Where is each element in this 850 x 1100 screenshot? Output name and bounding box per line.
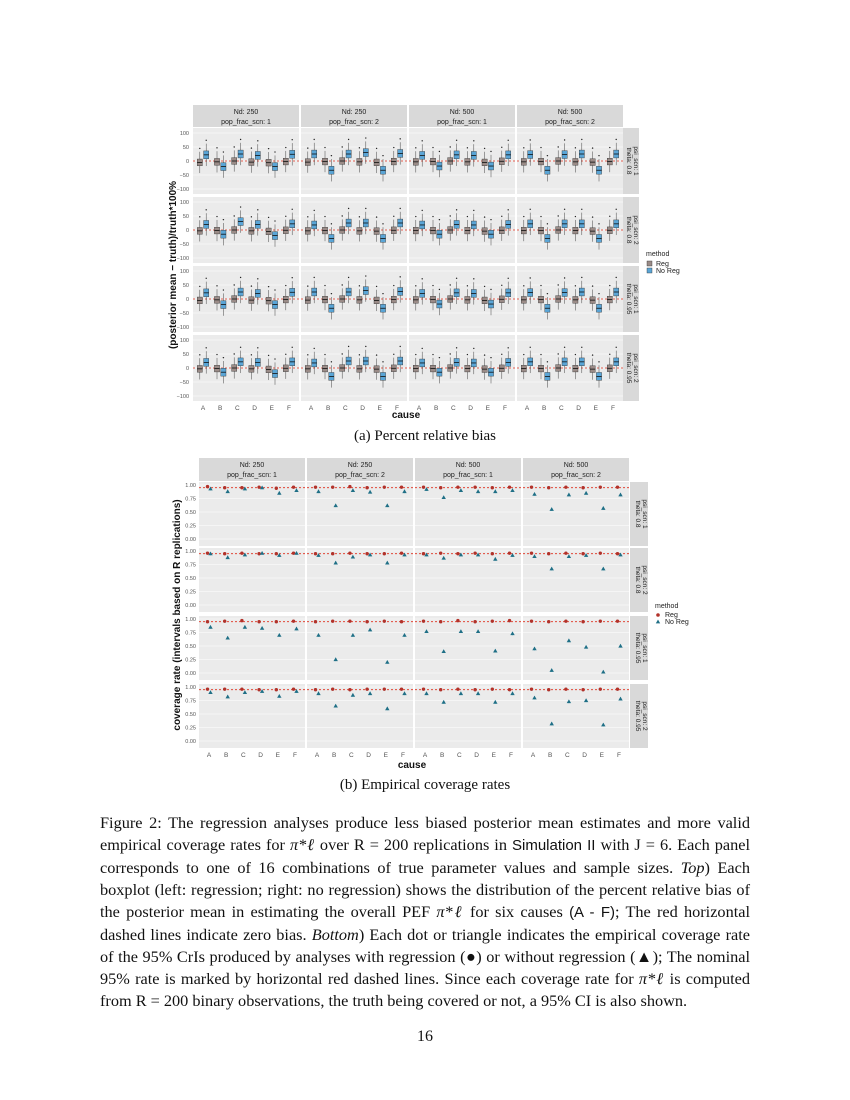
panel-b bbox=[415, 616, 521, 680]
legend-label-reg-a: Reg bbox=[656, 261, 669, 268]
x-tick-a: E bbox=[269, 405, 274, 412]
coverage-point-reg bbox=[473, 485, 476, 488]
coverage-point-reg bbox=[439, 620, 442, 623]
coverage-point-reg bbox=[331, 687, 334, 690]
col-strip-label-a: Nd: 250 bbox=[341, 109, 367, 116]
coverage-point-reg bbox=[547, 552, 550, 555]
coverage-point-reg bbox=[206, 687, 209, 690]
panel-b bbox=[523, 482, 629, 546]
y-tick-b: 0.00 bbox=[185, 671, 196, 677]
coverage-point-reg bbox=[508, 551, 511, 554]
y-tick-a: 50 bbox=[182, 283, 189, 289]
coverage-point-reg bbox=[365, 552, 368, 555]
panel-b bbox=[307, 616, 413, 680]
row-strip-label-a: theta: 0.8 bbox=[625, 216, 632, 244]
panel-b bbox=[199, 482, 305, 546]
x-tick-a: C bbox=[451, 405, 456, 412]
x-tick-b: C bbox=[241, 752, 246, 759]
y-tick-a: 100 bbox=[179, 338, 189, 344]
col-strip-label-b: Nd: 500 bbox=[455, 462, 481, 469]
col-strip-label-b: pop_frac_scn: 2 bbox=[335, 472, 385, 479]
panel-b bbox=[415, 482, 521, 546]
coverage-point-reg bbox=[400, 551, 403, 554]
coverage-point-reg bbox=[422, 485, 425, 488]
y-tick-b: 0.50 bbox=[185, 510, 196, 516]
y-tick-a: 100 bbox=[179, 200, 189, 206]
row-strip-label-b: theta: 0.95 bbox=[634, 632, 641, 664]
x-tick-b: E bbox=[491, 752, 496, 759]
coverage-point-reg bbox=[206, 620, 209, 623]
coverage-point-reg bbox=[331, 619, 334, 622]
coverage-point-reg bbox=[547, 620, 550, 623]
coverage-point-reg bbox=[314, 688, 317, 691]
x-tick-b: D bbox=[258, 752, 263, 759]
y-tick-b: 0.25 bbox=[185, 523, 196, 530]
coverage-point-reg bbox=[400, 620, 403, 623]
row-strip-label-a: psi_scn: 1 bbox=[632, 284, 639, 314]
coverage-point-reg bbox=[581, 486, 584, 489]
legend-key-reg-b bbox=[656, 613, 660, 617]
coverage-point-reg bbox=[581, 552, 584, 555]
row-strip-label-a: theta: 0.8 bbox=[625, 147, 632, 175]
coverage-point-reg bbox=[240, 551, 243, 554]
coverage-point-reg bbox=[206, 551, 209, 554]
col-strip-label-b: pop_frac_scn: 2 bbox=[551, 472, 601, 479]
coverage-point-reg bbox=[422, 552, 425, 555]
coverage-point-reg bbox=[508, 688, 511, 691]
x-tick-a: E bbox=[485, 405, 490, 412]
coverage-point-reg bbox=[456, 619, 459, 622]
legend-label-noreg-a: No Reg bbox=[656, 268, 680, 275]
panel-b bbox=[523, 548, 629, 612]
coverage-point-reg bbox=[240, 486, 243, 489]
coverage-point-reg bbox=[599, 485, 602, 488]
panel-b bbox=[523, 684, 629, 748]
coverage-point-reg bbox=[439, 551, 442, 554]
panel-b bbox=[307, 548, 413, 612]
col-strip-label-a: pop_frac_scn: 1 bbox=[221, 119, 271, 126]
coverage-point-reg bbox=[314, 620, 317, 623]
figure-caption: Figure 2: The regression analyses produce less biased posterior mean estimates and more valid empirical coverage rates for π*ℓ over R = 200 replications in Simulation II with J = 6. Each panel corresponds to one of 16 combinations of true parameter values and sample sizes. Top) Each boxplot (left: regression; right: no regression) shows the distribution of the percent relative bias of the posterior mean in estimating the overall PEF π*ℓ for six causes (A - F); The red horizontal dashed lines indicate zero bias. Bottom) Each dot or triangle indicates the empirical coverage rate of the 95% CrIs produced by analyses with regression (●) or without regression (▲); The nominal 95% rate is marked by horizontal red dashed lines. Since each coverage rate for π*ℓ is computed from R = 200 binary observations, the truth being covered or not, a 95% CI is also shown. bbox=[100, 813, 751, 1010]
row-strip-label-b: theta: 0.95 bbox=[634, 700, 641, 732]
y-tick-b: 0.50 bbox=[185, 712, 196, 718]
x-tick-a: B bbox=[542, 405, 547, 412]
x-tick-a: D bbox=[468, 405, 473, 412]
y-tick-b: 0.75 bbox=[185, 496, 196, 503]
panel-b bbox=[307, 482, 413, 546]
coverage-point-reg bbox=[240, 687, 243, 690]
x-tick-a: D bbox=[252, 405, 257, 412]
coverage-point-reg bbox=[275, 487, 278, 490]
row-strip-label-b: theta: 0.8 bbox=[634, 500, 641, 528]
y-tick-b: 0.50 bbox=[185, 644, 196, 650]
coverage-point-reg bbox=[564, 687, 567, 690]
coverage-point-reg bbox=[275, 620, 278, 623]
row-strip-label-a: psi_scn: 1 bbox=[632, 146, 639, 176]
y-tick-a: 50 bbox=[182, 145, 189, 151]
coverage-point-reg bbox=[257, 688, 260, 691]
coverage-point-reg bbox=[491, 552, 494, 555]
coverage-point-reg bbox=[530, 619, 533, 622]
coverage-point-reg bbox=[314, 485, 317, 488]
legend-title-b: method bbox=[655, 603, 679, 610]
x-tick-b: C bbox=[457, 752, 462, 759]
row-strip-label-b: theta: 0.8 bbox=[634, 566, 641, 594]
coverage-point-reg bbox=[223, 687, 226, 690]
coverage-point-reg bbox=[331, 485, 334, 488]
x-tick-a: A bbox=[524, 405, 530, 412]
x-tick-a: E bbox=[593, 405, 598, 412]
row-strip-label-a: theta: 0.95 bbox=[625, 352, 632, 384]
coverage-point-reg bbox=[473, 620, 476, 623]
x-tick-b: D bbox=[582, 752, 587, 759]
x-tick-b: C bbox=[349, 752, 354, 759]
y-tick-a: 0 bbox=[185, 228, 189, 234]
y-tick-b: 0.00 bbox=[185, 739, 196, 745]
y-tick-b: 1.00 bbox=[185, 549, 196, 555]
y-tick-a: −100 bbox=[176, 325, 189, 331]
col-strip-label-a: pop_frac_scn: 1 bbox=[437, 119, 487, 126]
y-tick-b: 0.00 bbox=[185, 603, 196, 609]
figure-b-caption: (b) Empirical coverage rates bbox=[339, 777, 511, 793]
coverage-point-reg bbox=[331, 552, 334, 555]
coverage-point-reg bbox=[491, 619, 494, 622]
x-tick-b: E bbox=[383, 752, 388, 759]
x-tick-b: B bbox=[332, 752, 337, 759]
x-tick-a: E bbox=[377, 405, 382, 412]
y-axis-label-a: (posterior mean − truth)/truth*100% bbox=[168, 180, 179, 350]
coverage-point-reg bbox=[616, 687, 619, 690]
y-tick-a: 0 bbox=[185, 297, 189, 303]
x-tick-b: C bbox=[565, 752, 570, 759]
x-tick-a: A bbox=[416, 405, 422, 412]
y-tick-a: 0 bbox=[185, 366, 189, 372]
coverage-point-reg bbox=[599, 551, 602, 554]
col-strip-label-a: pop_frac_scn: 2 bbox=[329, 119, 379, 126]
y-tick-b: 0.75 bbox=[185, 562, 196, 569]
coverage-point-reg bbox=[257, 552, 260, 555]
y-axis-label-b: coverage rate (intervals based on R replications) bbox=[172, 499, 183, 731]
coverage-point-reg bbox=[383, 552, 386, 555]
coverage-point-reg bbox=[439, 688, 442, 691]
col-strip-label-b: pop_frac_scn: 1 bbox=[227, 472, 277, 479]
coverage-point-reg bbox=[456, 552, 459, 555]
y-tick-a: 100 bbox=[179, 269, 189, 275]
coverage-point-reg bbox=[223, 486, 226, 489]
coverage-point-reg bbox=[348, 688, 351, 691]
x-tick-a: C bbox=[235, 405, 240, 412]
x-tick-a: B bbox=[326, 405, 331, 412]
y-tick-a: −100 bbox=[176, 256, 189, 262]
coverage-point-reg bbox=[616, 552, 619, 555]
coverage-point-reg bbox=[348, 619, 351, 622]
coverage-point-reg bbox=[400, 687, 403, 690]
x-tick-a: B bbox=[218, 405, 223, 412]
coverage-point-reg bbox=[491, 486, 494, 489]
x-tick-b: B bbox=[548, 752, 553, 759]
panel-b bbox=[199, 684, 305, 748]
coverage-point-reg bbox=[473, 551, 476, 554]
col-strip-label-b: Nd: 250 bbox=[239, 462, 265, 469]
coverage-point-reg bbox=[257, 485, 260, 488]
y-tick-b: 0.75 bbox=[185, 630, 196, 637]
coverage-point-reg bbox=[383, 485, 386, 488]
y-tick-a: 100 bbox=[179, 131, 189, 137]
coverage-point-reg bbox=[383, 687, 386, 690]
legend-label-noreg-b: No Reg bbox=[665, 619, 689, 626]
coverage-point-reg bbox=[530, 687, 533, 690]
coverage-point-reg bbox=[365, 486, 368, 489]
coverage-point-reg bbox=[599, 687, 602, 690]
y-tick-a: −50 bbox=[179, 173, 189, 179]
panel-b bbox=[199, 616, 305, 680]
x-tick-b: A bbox=[530, 752, 536, 759]
coverage-point-reg bbox=[530, 485, 533, 488]
coverage-point-reg bbox=[292, 687, 295, 690]
coverage-point-reg bbox=[223, 552, 226, 555]
panel-b bbox=[415, 548, 521, 612]
coverage-point-reg bbox=[383, 619, 386, 622]
y-tick-a: 0 bbox=[185, 159, 189, 165]
coverage-point-reg bbox=[581, 688, 584, 691]
coverage-point-reg bbox=[365, 687, 368, 690]
coverage-point-reg bbox=[348, 485, 351, 488]
y-tick-b: 0.00 bbox=[185, 537, 196, 543]
x-tick-b: B bbox=[440, 752, 445, 759]
coverage-point-reg bbox=[508, 485, 511, 488]
y-tick-a: −100 bbox=[176, 394, 189, 400]
y-tick-b: 0.25 bbox=[185, 657, 196, 664]
row-strip-label-a: theta: 0.95 bbox=[625, 283, 632, 315]
x-tick-b: F bbox=[617, 752, 621, 759]
coverage-point-reg bbox=[223, 619, 226, 622]
coverage-point-reg bbox=[422, 687, 425, 690]
page-number: 16 bbox=[417, 1028, 433, 1045]
col-strip-label-a: Nd: 500 bbox=[557, 109, 583, 116]
x-tick-a: D bbox=[360, 405, 365, 412]
coverage-point-reg bbox=[530, 551, 533, 554]
x-axis-label-a: cause bbox=[391, 410, 421, 420]
y-tick-b: 0.50 bbox=[185, 576, 196, 582]
y-tick-b: 0.75 bbox=[185, 698, 196, 705]
coverage-point-reg bbox=[240, 619, 243, 622]
x-tick-b: A bbox=[314, 752, 320, 759]
coverage-point-reg bbox=[491, 687, 494, 690]
y-tick-b: 1.00 bbox=[185, 483, 196, 489]
col-strip-label-b: pop_frac_scn: 1 bbox=[443, 472, 493, 479]
coverage-point-reg bbox=[616, 619, 619, 622]
coverage-point-reg bbox=[456, 687, 459, 690]
x-tick-a: A bbox=[308, 405, 314, 412]
x-tick-a: F bbox=[395, 405, 399, 412]
x-tick-b: E bbox=[599, 752, 604, 759]
y-tick-a: 50 bbox=[182, 352, 189, 358]
coverage-point-reg bbox=[292, 619, 295, 622]
x-tick-b: F bbox=[293, 752, 297, 759]
coverage-point-reg bbox=[456, 485, 459, 488]
row-strip-label-a: psi_scn: 2 bbox=[632, 353, 639, 383]
coverage-point-reg bbox=[257, 620, 260, 623]
coverage-point-reg bbox=[348, 551, 351, 554]
coverage-point-reg bbox=[564, 485, 567, 488]
row-strip-label-b: psi_scn: 2 bbox=[641, 565, 648, 595]
col-strip-label-a: Nd: 500 bbox=[449, 109, 475, 116]
coverage-point-reg bbox=[422, 619, 425, 622]
col-strip-label-a: Nd: 250 bbox=[233, 109, 259, 116]
x-tick-a: F bbox=[287, 405, 291, 412]
coverage-point-reg bbox=[616, 485, 619, 488]
legend-key-noreg-b bbox=[656, 620, 660, 624]
y-tick-a: −50 bbox=[179, 380, 189, 386]
y-tick-b: 1.00 bbox=[185, 617, 196, 623]
col-strip-label-b: Nd: 500 bbox=[563, 462, 589, 469]
x-axis-label-b: cause bbox=[397, 760, 427, 771]
coverage-point-reg bbox=[400, 485, 403, 488]
x-tick-b: A bbox=[422, 752, 428, 759]
coverage-point-reg bbox=[365, 620, 368, 623]
coverage-point-reg bbox=[275, 552, 278, 555]
y-tick-a: 50 bbox=[182, 214, 189, 220]
panel-b bbox=[307, 684, 413, 748]
coverage-point-reg bbox=[564, 551, 567, 554]
coverage-point-reg bbox=[581, 620, 584, 623]
y-tick-b: 0.25 bbox=[185, 589, 196, 596]
x-tick-b: B bbox=[224, 752, 229, 759]
x-tick-a: F bbox=[611, 405, 615, 412]
coverage-point-reg bbox=[547, 688, 550, 691]
coverage-point-reg bbox=[473, 688, 476, 691]
coverage-point-reg bbox=[599, 619, 602, 622]
x-tick-a: B bbox=[434, 405, 439, 412]
panel-b bbox=[199, 548, 305, 612]
coverage-point-reg bbox=[508, 619, 511, 622]
x-tick-b: A bbox=[206, 752, 212, 759]
coverage-point-reg bbox=[314, 552, 317, 555]
x-tick-b: F bbox=[509, 752, 513, 759]
x-tick-a: C bbox=[343, 405, 348, 412]
x-tick-a: D bbox=[576, 405, 581, 412]
y-tick-b: 0.25 bbox=[185, 725, 196, 732]
coverage-point-reg bbox=[292, 485, 295, 488]
coverage-point-reg bbox=[547, 486, 550, 489]
y-tick-a: −100 bbox=[176, 187, 189, 193]
coverage-point-reg bbox=[206, 485, 209, 488]
coverage-point-reg bbox=[564, 619, 567, 622]
x-tick-a: A bbox=[200, 405, 206, 412]
figure-a-caption: (a) Percent relative bias bbox=[353, 428, 496, 444]
y-tick-b: 1.00 bbox=[185, 685, 196, 691]
x-tick-b: F bbox=[401, 752, 405, 759]
col-strip-label-b: Nd: 250 bbox=[347, 462, 373, 469]
y-tick-a: −50 bbox=[179, 311, 189, 317]
x-tick-b: E bbox=[275, 752, 280, 759]
legend-title-a: method bbox=[646, 251, 670, 258]
x-tick-a: F bbox=[503, 405, 507, 412]
panel-b bbox=[523, 616, 629, 680]
coverage-point-reg bbox=[439, 486, 442, 489]
x-tick-b: D bbox=[474, 752, 479, 759]
col-strip-label-a: pop_frac_scn: 2 bbox=[545, 119, 595, 126]
y-tick-a: −50 bbox=[179, 242, 189, 248]
x-tick-a: C bbox=[559, 405, 564, 412]
row-strip-label-b: psi_scn: 1 bbox=[641, 499, 648, 529]
row-strip-label-b: psi_scn: 1 bbox=[641, 633, 648, 663]
panel-b bbox=[415, 684, 521, 748]
row-strip-label-b: psi_scn: 2 bbox=[641, 701, 648, 731]
coverage-point-reg bbox=[275, 688, 278, 691]
x-tick-b: D bbox=[366, 752, 371, 759]
legend-label-reg-b: Reg bbox=[665, 612, 678, 619]
row-strip-label-a: psi_scn: 2 bbox=[632, 215, 639, 245]
